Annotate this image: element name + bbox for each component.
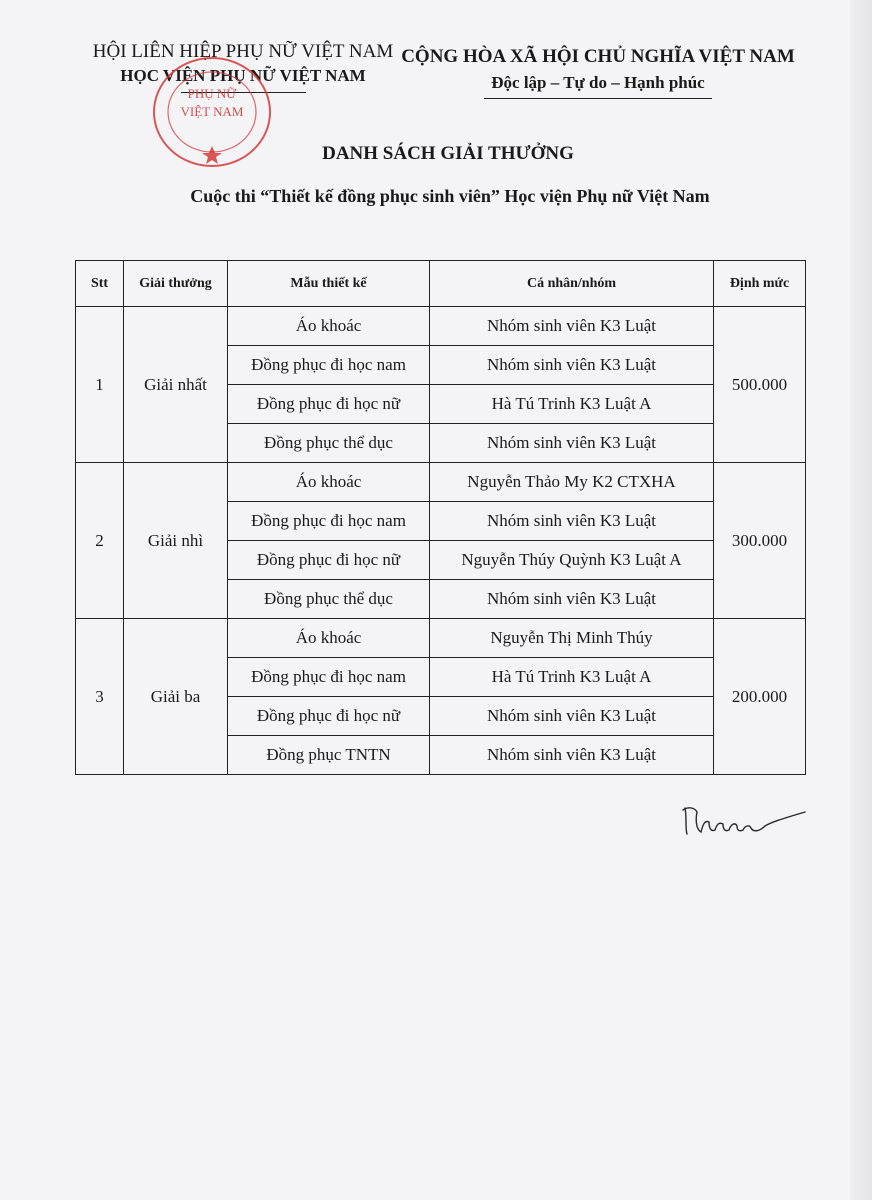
cell-design: Áo khoác [228, 619, 430, 658]
national-motto [398, 44, 798, 99]
table-header-row [76, 261, 806, 307]
cell-design: Đồng phục thể dục [228, 424, 430, 463]
document-title: DANH SÁCH GIẢI THƯỞNG [322, 143, 574, 164]
cell-design: Đồng phục đi học nam [228, 346, 430, 385]
cell-design: Đồng phục đi học nam [228, 658, 430, 697]
cell-winner: Nhóm sinh viên K3 Luật [430, 580, 714, 619]
cell-winner: Nhóm sinh viên K3 Luật [430, 307, 714, 346]
cell-amount: 300.000 [714, 463, 806, 619]
header-stt: Stt [76, 261, 124, 307]
org-line-2: HỌC VIỆN PHỤ NỮ VIỆT NAM [120, 66, 366, 85]
cell-winner: Nhóm sinh viên K3 Luật [430, 424, 714, 463]
cell-stt: 3 [76, 619, 124, 775]
cell-amount: 200.000 [714, 619, 806, 775]
cell-winner: Nhóm sinh viên K3 Luật [430, 697, 714, 736]
cell-design: Đồng phục đi học nữ [228, 697, 430, 736]
header-award: Giải thưởng [124, 261, 228, 307]
cell-design: Áo khoác [228, 307, 430, 346]
handwritten-signature [675, 796, 815, 846]
cell-design: Đồng phục đi học nam [228, 502, 430, 541]
cell-winner: Nhóm sinh viên K3 Luật [430, 736, 714, 775]
cell-award: Giải ba [124, 619, 228, 775]
cell-design: Đồng phục đi học nữ [228, 541, 430, 580]
cell-design: Áo khoác [228, 463, 430, 502]
svg-text:PHỤ NỮ: PHỤ NỮ [187, 86, 237, 101]
nation-line-2: Độc lập – Tự do – Hạnh phúc [491, 73, 705, 92]
cell-winner: Nhóm sinh viên K3 Luật [430, 346, 714, 385]
header-amount: Định mức [714, 261, 806, 307]
header-design: Mẫu thiết kế [228, 261, 430, 307]
table-row [76, 463, 806, 502]
cell-winner: Nguyễn Thị Minh Thúy [430, 619, 714, 658]
cell-design: Đồng phục thể dục [228, 580, 430, 619]
cell-award: Giải nhì [124, 463, 228, 619]
table-row [76, 307, 806, 346]
table-row [76, 619, 806, 658]
cell-winner: Nguyễn Thảo My K2 CTXHA [430, 463, 714, 502]
document-subtitle: Cuộc thi “Thiết kế đồng phục sinh viên” Học viện Phụ nữ Việt Nam [190, 186, 710, 206]
cell-winner: Hà Tú Trinh K3 Luật A [430, 385, 714, 424]
cell-design: Đồng phục TNTN [228, 736, 430, 775]
org-line-1: HỘI LIÊN HIỆP PHỤ NỮ VIỆT NAM [92, 41, 394, 62]
cell-winner: Nhóm sinh viên K3 Luật [430, 502, 714, 541]
cell-stt: 1 [76, 307, 124, 463]
header-winner: Cá nhân/nhóm [430, 261, 714, 307]
cell-amount: 500.000 [714, 307, 806, 463]
cell-design: Đồng phục đi học nữ [228, 385, 430, 424]
cell-winner: Nguyễn Thúy Quỳnh K3 Luật A [430, 541, 714, 580]
cell-stt: 2 [76, 463, 124, 619]
nation-line-1: CỘNG HÒA XÃ HỘI CHỦ NGHĨA VIỆT NAM [401, 46, 795, 67]
page-edge [850, 0, 872, 1200]
cell-award: Giải nhất [124, 307, 228, 463]
awards-table [75, 260, 806, 775]
cell-winner: Hà Tú Trinh K3 Luật A [430, 658, 714, 697]
motto-underline [484, 98, 712, 99]
svg-text:VIỆT NAM: VIỆT NAM [180, 104, 244, 119]
